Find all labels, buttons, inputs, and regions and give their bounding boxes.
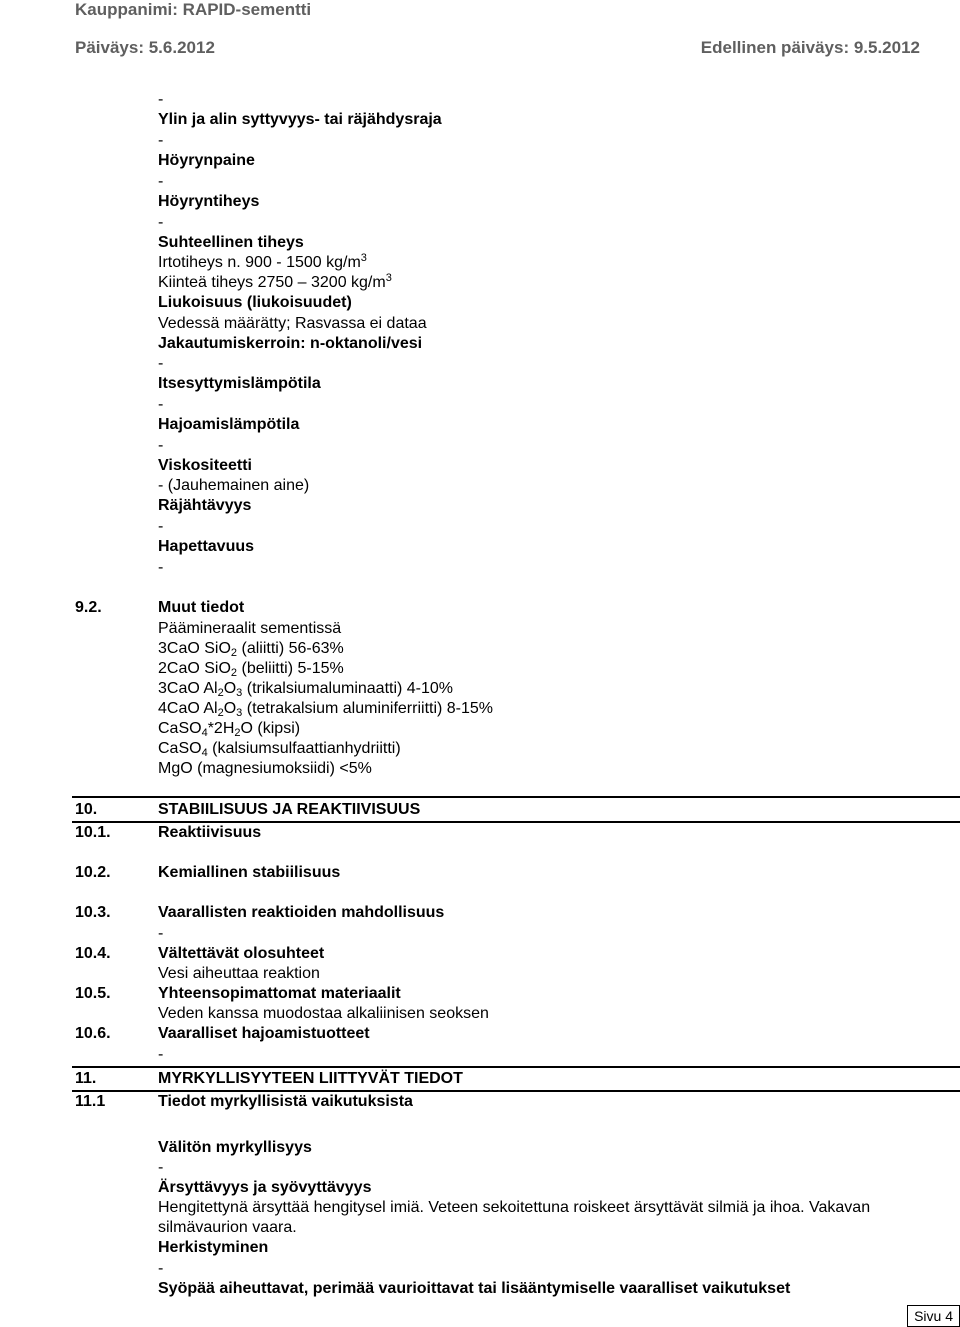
section-10-6-number: 10.6. (75, 1025, 111, 1042)
prop-flammability-label: Ylin ja alin syttyvyys- tai räjähdysraja (158, 111, 442, 128)
mineral-tricalcium-aluminate: 3CaO $Al_2O_3$ (trikalsiumaluminaatti) 4-10% (158, 680, 454, 699)
viscosity-value: - (Jauhemainen aine) (158, 477, 310, 494)
section-divider (72, 1066, 960, 1068)
section-10-4-number: 10.4. (75, 945, 111, 962)
sensitisation-label: Herkistyminen (158, 1239, 269, 1256)
section-10-4-value: Vesi aiheuttaa reaktion (158, 965, 320, 982)
mineral-gypsum: $CaSO_4*2H_2O$ (kipsi) (158, 720, 301, 739)
prop-vapour-density-label: Höyryntiheys (158, 193, 260, 210)
section-9-2-title: Muut tiedot (158, 599, 245, 616)
previous-date: Edellinen päiväys: 9.5.2012 (700, 38, 920, 57)
bulk-density: Irtotiheys n. 900 - 1500 $kg/m^3$ (158, 252, 367, 271)
section-10-6-value: - (158, 1046, 164, 1063)
section-divider (72, 796, 960, 798)
section-10-2-number: 10.2. (75, 864, 111, 881)
partition-coefficient-label: Jakautumiskerroin: n-oktanoli/vesi (158, 335, 423, 352)
mineral-anhydrite: CaSO$_4$ (kalsiumsulfaattianhydriitti) (158, 740, 401, 759)
autoignition-label: Itsesyttymislämpötila (158, 375, 321, 392)
section-10-5-number: 10.5. (75, 985, 111, 1002)
mineral-alite: 3CaO SiO$_2$ (aliitti) 56-63% (158, 640, 344, 659)
explosive-label: Räjähtävyys (158, 497, 252, 514)
acute-toxicity-value: - (158, 1159, 164, 1176)
section-10-5-value: Veden kanssa muodostaa alkaliinisen seoksen (158, 1005, 489, 1022)
section-11-title: MYRKYLLISYYTEEN LIITTYVÄT TIEDOT (158, 1070, 463, 1087)
cmr-label: Syöpää aiheuttavat, perimää vaurioittavat tai lisääntymiselle vaaralliset vaikutukset (158, 1280, 791, 1297)
document-date: Päiväys: 5.6.2012 (75, 38, 215, 57)
sensitisation-value: - (158, 1260, 164, 1277)
section-11-number: 11. (75, 1070, 97, 1087)
trade-name: Kauppanimi: RAPID-sementti (75, 0, 312, 19)
prop-dash: - (158, 214, 164, 231)
irritation-text-line2: silmävaurion vaara. (158, 1219, 297, 1236)
section-10-3-value: - (158, 925, 164, 942)
viscosity-label: Viskositeetti (158, 457, 252, 474)
irritation-label: Ärsyttävyys ja syövyttävyys (158, 1179, 372, 1196)
section-11-1-number: 11.1 (75, 1093, 106, 1110)
section-10-1-number: 10.1. (75, 824, 111, 841)
section-9-2-number: 9.2. (75, 599, 102, 616)
mineral-tetracalcium-aluminoferrite: 4CaO $Al_2O_3$ (tetrakalsium aluminiferriitti) 8-15% (158, 700, 494, 719)
explosive-value: - (158, 518, 164, 535)
autoignition-value: - (158, 396, 164, 413)
prop-dash: - (158, 173, 164, 190)
oxidising-value: - (158, 559, 164, 576)
solubility-value: Vedessä määrätty; Rasvassa ei dataa (158, 315, 427, 332)
section-10-4-title: Vältettävät olosuhteet (158, 945, 325, 962)
section-10-number: 10. (75, 801, 98, 818)
mineral-belite: 2CaO SiO$_2$ (beliitti) 5-15% (158, 660, 344, 679)
decomposition-label: Hajoamislämpötila (158, 416, 300, 433)
irritation-text-line1: Hengitettynä ärsyttää hengitysel imiä. Veteen sekoitettuna roiskeet ärsyttävät silmiä ja ihoa. Vakavan (158, 1199, 871, 1216)
main-minerals-intro: Päämineraalit sementissä (158, 620, 342, 637)
decomposition-value: - (158, 437, 164, 454)
solubility-label: Liukoisuus (liukoisuudet) (158, 294, 352, 311)
prop-dash: - (158, 132, 164, 149)
prop-dash: - (158, 91, 164, 108)
mineral-magnesium-oxide: MgO (magnesiumoksiidi) <5% (158, 760, 372, 777)
section-10-6-title: Vaaralliset hajoamistuotteet (158, 1025, 370, 1042)
acute-toxicity-label: Välitön myrkyllisyys (158, 1139, 312, 1156)
section-10-3-number: 10.3. (75, 904, 111, 921)
solid-density: Kiinteä tiheys 2750 – 3200 $kg/m^3$ (158, 272, 392, 291)
oxidising-label: Hapettavuus (158, 538, 255, 555)
page-number: Sivu 4 (907, 1305, 960, 1327)
section-10-5-title: Yhteensopimattomat materiaalit (158, 985, 401, 1002)
prop-relative-density-label: Suhteellinen tiheys (158, 234, 304, 251)
partition-coefficient-value: - (158, 355, 164, 372)
section-10-3-title: Vaarallisten reaktioiden mahdollisuus (158, 904, 445, 921)
prop-vapour-pressure-label: Höyrynpaine (158, 152, 255, 169)
section-11-1-title: Tiedot myrkyllisistä vaikutuksista (158, 1093, 413, 1110)
section-10-1-title: Reaktiivisuus (158, 824, 262, 841)
section-10-2-title: Kemiallinen stabiilisuus (158, 864, 341, 881)
section-10-title: STABIILISUUS JA REAKTIIVISUUS (158, 801, 421, 818)
